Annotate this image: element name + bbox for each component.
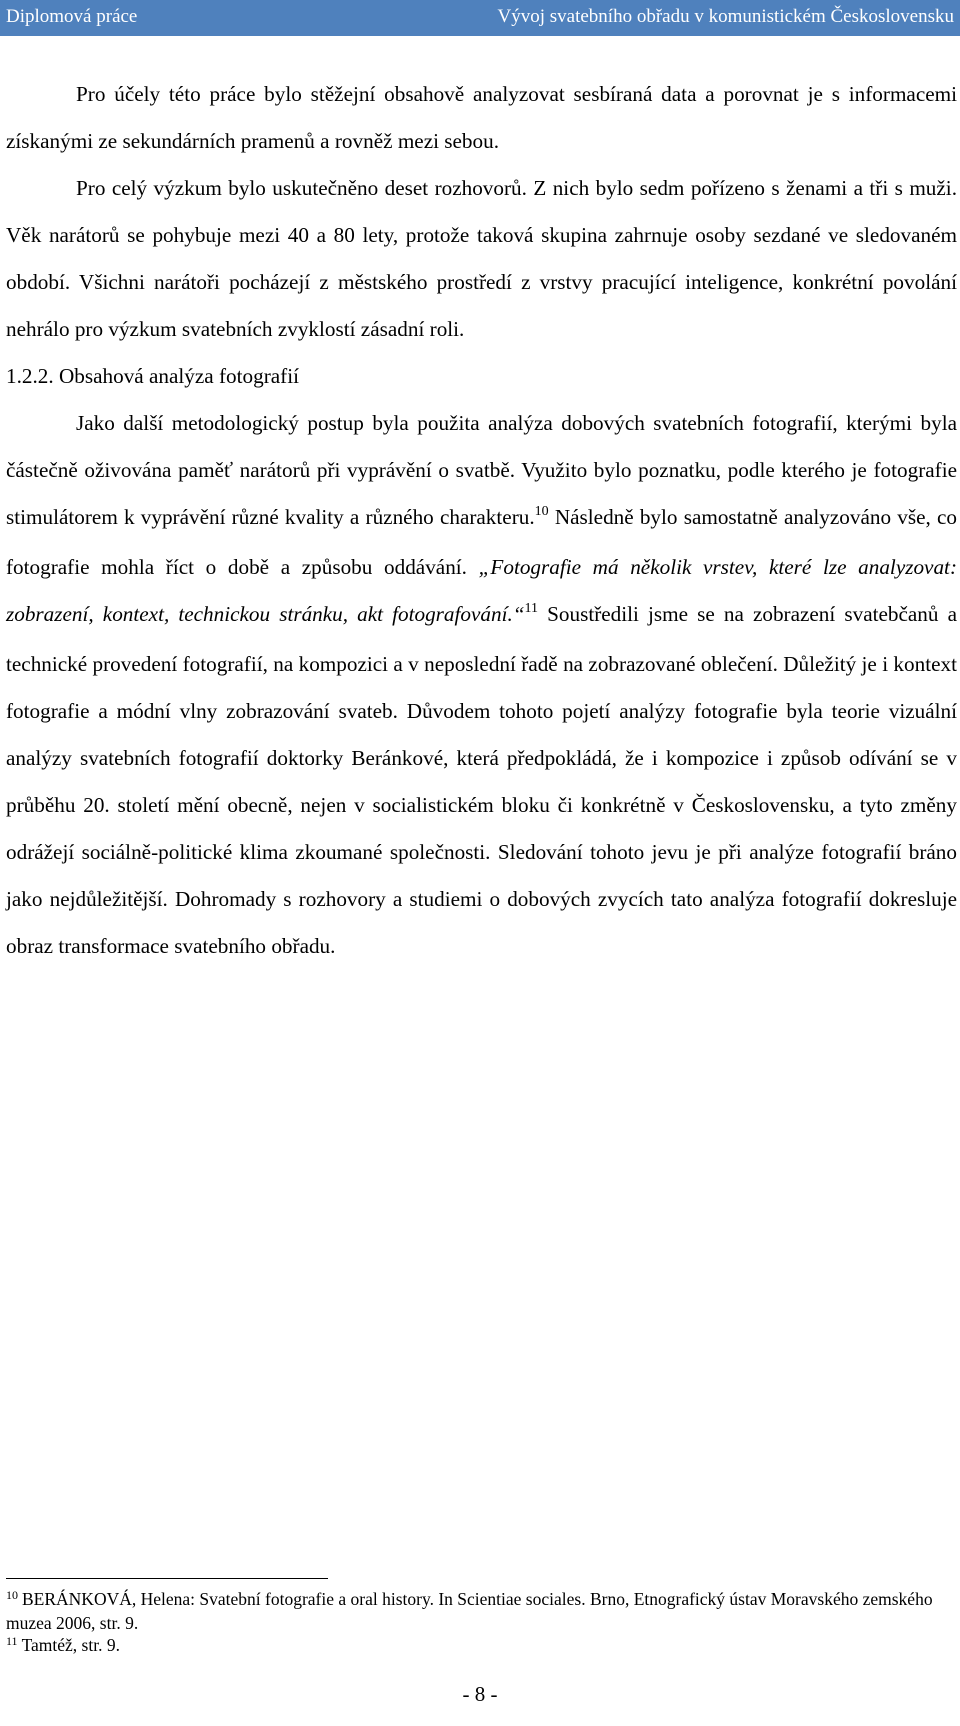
paragraph-2: Pro celý výzkum bylo uskutečněno deset rozhovorů. Z nich bylo sedm pořízeno s ženami a tři s muži. Věk narátorů se pohybuje mezi 40 a 80 lety, protože taková skupina zahrnuje osoby sezdané ve sledovaném období. Všichni narátoři pocházejí z městského prostředí z vrstvy pracující inteligence, konkrétní povolání nehrálo pro výzkum svatebních zvyklostí zásadní roli. [6, 176, 957, 341]
quotation: „Fotografie má několik vrstev, které lze analyzovat: zobrazení, kontext, technickou stránku, akt fotografování.“ [6, 555, 957, 626]
header-title-left: Diplomová práce [6, 6, 138, 27]
body-text [6, 71, 957, 970]
paragraph-3-part-1: Jako další metodologický postup byla použita analýza dobových svatebních fotografií, kterými byla částečně oživována paměť narátorů při vyprávění o svatbě. Využito bylo poznatku, podle kterého je fotografie stimulátorem k vyprávění různé kvality a různého charakteru. [6, 411, 957, 529]
footnote-separator [6, 1578, 328, 1579]
footnotes [6, 1588, 957, 1658]
paragraph-3-part-3: Soustředili jsme se na zobrazení svatebčanů a technické provedení fotografií, na kompozici a v neposlední řadě na zobrazované oblečení. Důležitý je i kontext fotografie a módní vlny zobrazování svateb. Důvodem tohoto pojetí analýzy fotografie byla teorie vizuální analýzy svatebních fotografií doktorky Beránkové, která předpokládá, že i kompozice i způsob odívání se v průběhu 20. století mění obecně, nejen v socialistickém bloku či konkrétně v Československu, a tyto změny odrážejí sociálně-politické klima zkoumané společnosti. Sledování tohoto jevu je při analýze fotografií bráno jako nejdůležitější. Dohromady s rozhovory a studiemi o dobových zvycích tato analýza fotografií dokresluje obraz transformace svatebního obřadu. [6, 602, 957, 958]
page-number: - 8 - [462, 1682, 498, 1706]
footnote-11 [6, 1634, 957, 1658]
footnote-ref-11: 11 [524, 601, 539, 616]
paragraph-3-part-2: Následně bylo samostatně analyzováno vše, co fotografie mohla říct o době a způsobu oddávání. [6, 505, 957, 579]
footnote-marker: 10 [6, 1588, 18, 1602]
paragraph-3 [6, 400, 957, 970]
paragraph-1: Pro účely této práce bylo stěžejní obsahově analyzovat sesbíraná data a porovnat je s informacemi získanými ze sekundárních pramenů a rovněž mezi sebou. [6, 82, 957, 153]
running-header [0, 0, 960, 36]
footnote-10 [6, 1588, 957, 1634]
footnote-marker: 11 [6, 1634, 18, 1648]
header-title-right: Vývoj svatebního obřadu v komunistickém Československu [497, 6, 954, 27]
section-heading: 1.2.2. Obsahová analýza fotografií [6, 364, 299, 388]
footnote-text: BERÁNKOVÁ, Helena: Svatební fotografie a oral history. In Scientiae sociales. Brno, Etnografický ústav Moravského zemského muzea 2006, str. 9. [6, 1589, 933, 1633]
footnote-text: Tamtéž, str. 9. [21, 1635, 120, 1655]
footnote-ref-10: 10 [534, 504, 549, 519]
